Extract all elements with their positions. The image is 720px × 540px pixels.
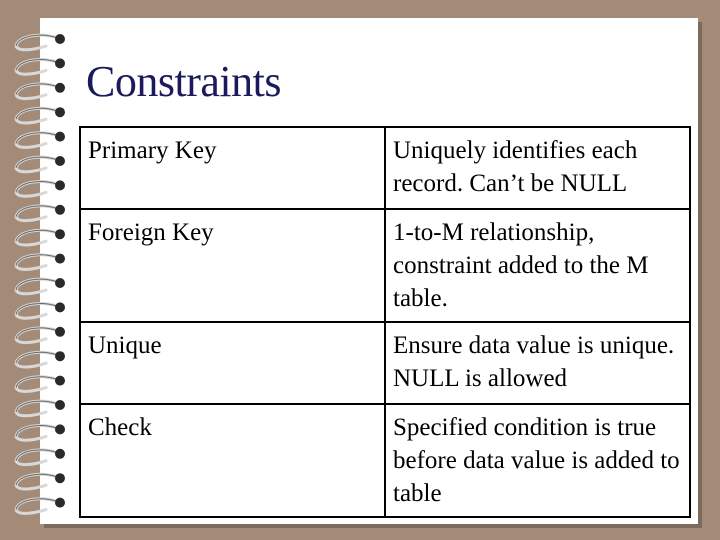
constraint-name: Unique — [80, 322, 385, 404]
constraint-description: Ensure data value is unique. NULL is allowed — [385, 322, 690, 404]
constraint-name: Foreign Key — [80, 209, 385, 322]
constraint-description: 1-to-M relationship, constraint added to the M table. — [385, 209, 690, 322]
page-title: Constraints — [86, 57, 281, 106]
constraint-name: Check — [80, 404, 385, 517]
table-row — [80, 404, 690, 517]
constraints-table — [79, 126, 691, 518]
table-row — [80, 322, 690, 404]
constraint-name: Primary Key — [80, 127, 385, 209]
spiral-binding-icon — [0, 0, 80, 540]
constraint-description: Uniquely identifies each record. Can’t be NULL — [385, 127, 690, 209]
constraint-description: Specified condition is true before data value is added to table — [385, 404, 690, 517]
table-row — [80, 209, 690, 322]
table-row — [80, 127, 690, 209]
